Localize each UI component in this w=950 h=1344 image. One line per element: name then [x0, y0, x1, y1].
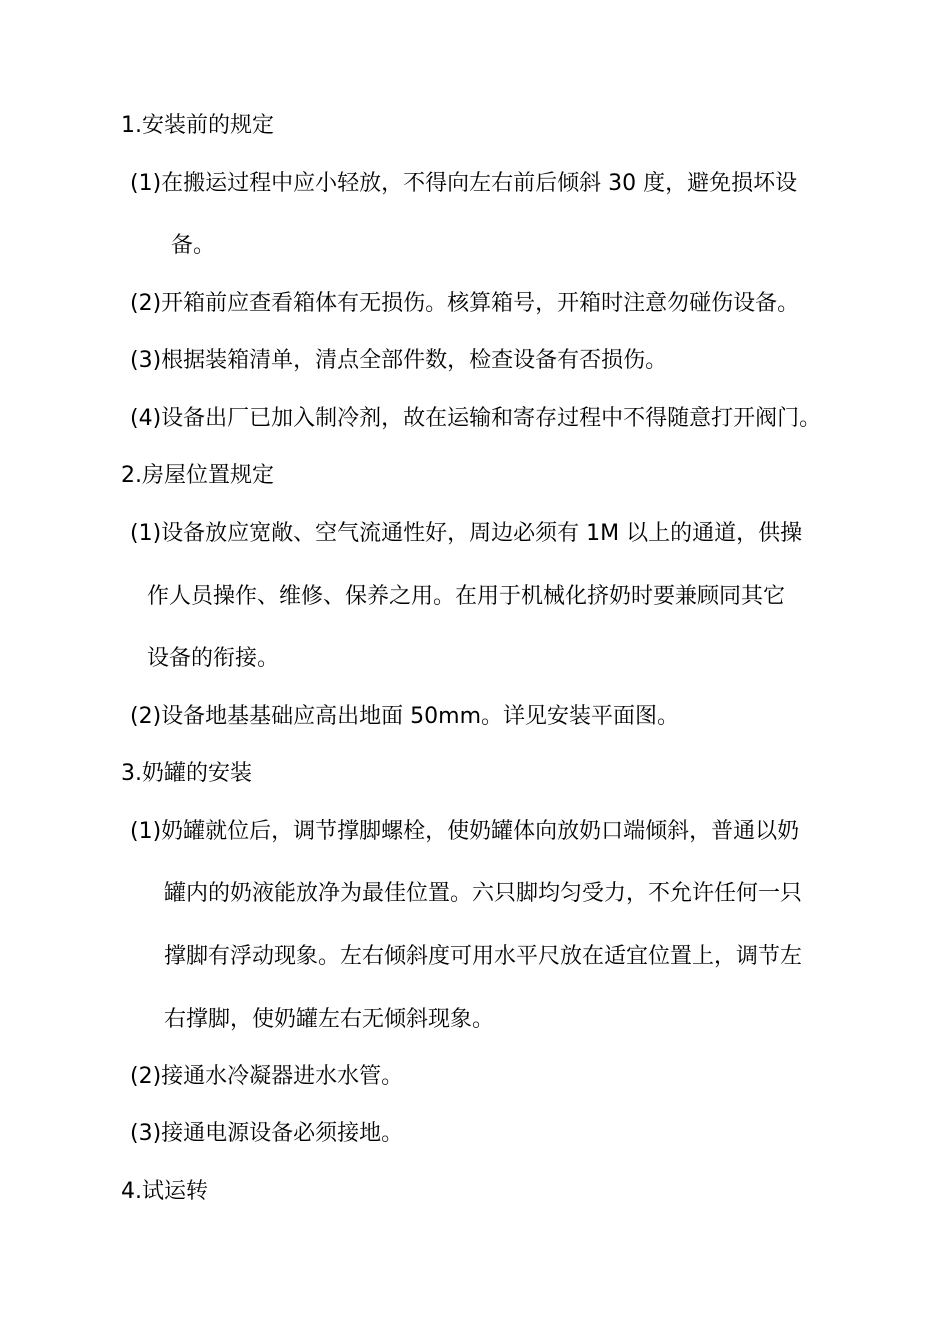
section-heading-4: 4.试运转 [121, 1179, 208, 1204]
paragraph-line: (2)设备地基基础应高出地面 50mm。详见安装平面图。 [130, 704, 680, 729]
section-heading-1: 1.安装前的规定 [121, 113, 274, 138]
section-heading-2: 2.房屋位置规定 [121, 463, 274, 488]
paragraph-line: 罐内的奶液能放净为最佳位置。六只脚均匀受力，不允许任何一只 [164, 881, 803, 906]
paragraph-line: 设备的衔接。 [147, 646, 280, 671]
paragraph-line: (2)开箱前应查看箱体有无损伤。核算箱号，开箱时注意勿碰伤设备。 [130, 291, 800, 316]
paragraph-line: (3)根据装箱清单，清点全部件数，检查设备有否损伤。 [130, 348, 668, 373]
paragraph-line: (4)设备出厂已加入制冷剂，故在运输和寄存过程中不得随意打开阀门。 [130, 406, 822, 431]
paragraph-line: (1)在搬运过程中应小轻放，不得向左右前后倾斜 30 度，避免损坏设 [130, 171, 798, 196]
paragraph-line: (3)接通电源设备必须接地。 [130, 1121, 404, 1146]
paragraph-line: (2)接通水冷凝器进水水管。 [130, 1064, 404, 1089]
paragraph-line: 备。 [171, 233, 216, 258]
paragraph-line: 撑脚有浮动现象。左右倾斜度可用水平尺放在适宜位置上，调节左 [164, 944, 803, 969]
paragraph-line: 作人员操作、维修、保养之用。在用于机械化挤奶时要兼顾同其它 [147, 584, 786, 609]
section-heading-3: 3.奶罐的安装 [121, 761, 252, 786]
paragraph-line: (1)奶罐就位后，调节撑脚螺栓，使奶罐体向放奶口端倾斜，普通以奶 [130, 819, 800, 844]
paragraph-line: 右撑脚，使奶罐左右无倾斜现象。 [164, 1007, 495, 1032]
paragraph-line: (1)设备放应宽敞、空气流通性好，周边必须有 1M 以上的通道，供操 [130, 521, 803, 546]
